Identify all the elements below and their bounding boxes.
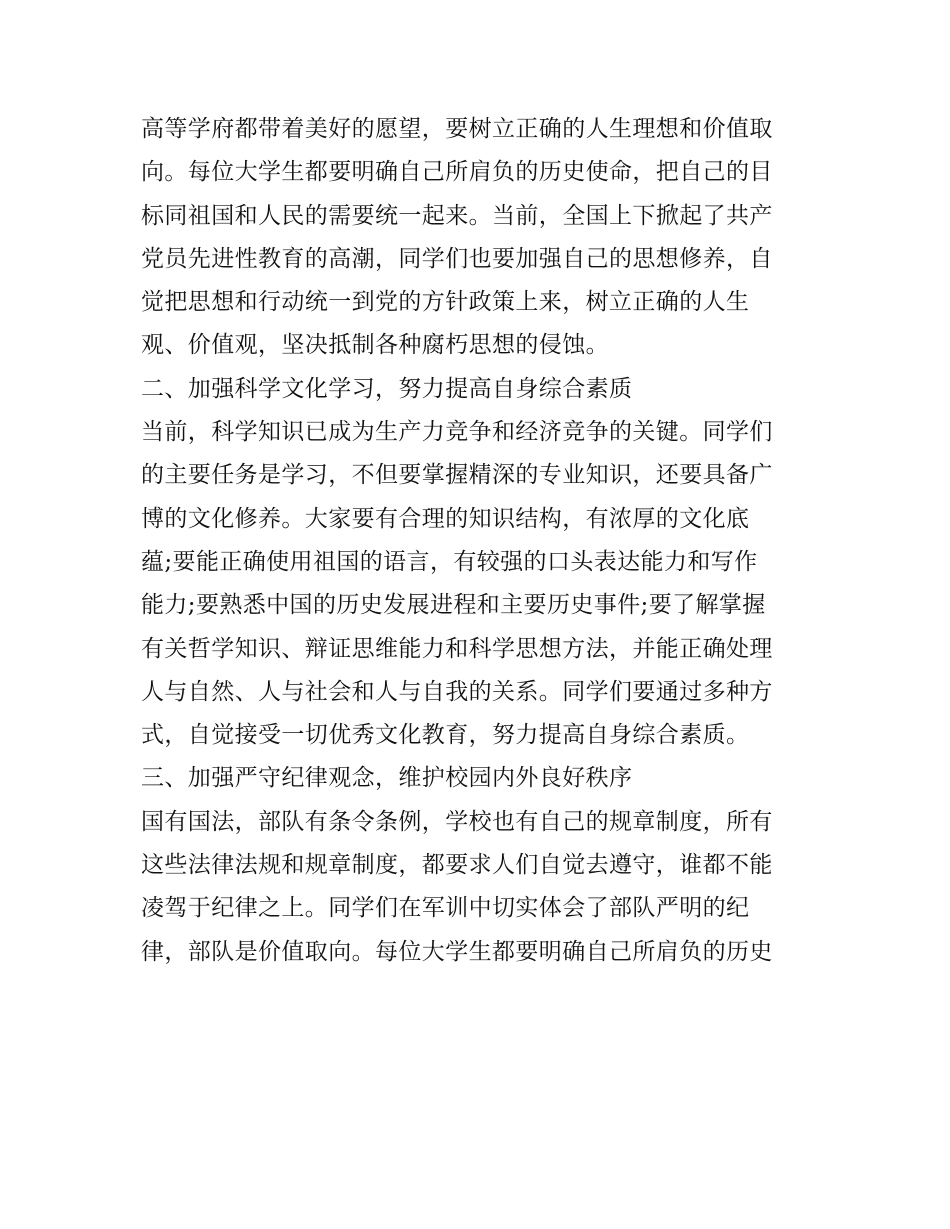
text-line: 有关哲学知识、辩证思维能力和科学思想方法，并能正确处理 [141,635,773,662]
text-line: 观、价值观，坚决抵制各种腐朽思想的侵蚀。 [141,332,609,359]
section-heading: 二、加强科学文化学习，努力提高自身综合素质 [141,375,633,402]
text-line: 国有国法，部队有条令条例，学校也有自己的规章制度，所有 [141,808,773,835]
text-line: 向。每位大学生都要明确自己所肩负的历史使命，把自己的目 [141,159,773,186]
text-line: 这些法律法规和规章制度，都要求人们自觉去遵守，谁都不能 [141,852,773,879]
text-line: 能力;要熟悉中国的历史发展进程和主要历史事件;要了解掌握 [141,592,766,619]
text-line: 博的文化修养。大家要有合理的知识结构，有浓厚的文化底 [141,505,750,532]
text-line: 人与自然、人与社会和人与自我的关系。同学们要通过多种方 [141,678,773,705]
section-heading: 三、加强严守纪律观念，维护校园内外良好秩序 [141,765,633,792]
text-line: 当前，科学知识已成为生产力竞争和经济竞争的关键。同学们 [141,419,773,446]
text-line: 式，自觉接受一切优秀文化教育，努力提高自身综合素质。 [141,722,750,749]
body-text [141,108,821,974]
text-line: 高等学府都带着美好的愿望，要树立正确的人生理想和价值取 [141,116,773,142]
text-line: 的主要任务是学习，不但要掌握精深的专业知识，还要具备广 [141,462,773,489]
text-line: 标同祖国和人民的需要统一起来。当前，全国上下掀起了共产 [141,202,773,229]
text-line: 觉把思想和行动统一到党的方针政策上来，树立正确的人生 [141,289,750,316]
text-line: 律，部队是价值取向。每位大学生都要明确自己所肩负的历史 [141,938,773,965]
text-line: 党员先进性教育的高潮，同学们也要加强自己的思想修养，自 [141,245,773,272]
text-line: 蕴;要能正确使用祖国的语言，有较强的口头表达能力和写作 [141,548,758,575]
text-line: 凌驾于纪律之上。同学们在军训中切实体会了部队严明的纪 [141,895,750,922]
